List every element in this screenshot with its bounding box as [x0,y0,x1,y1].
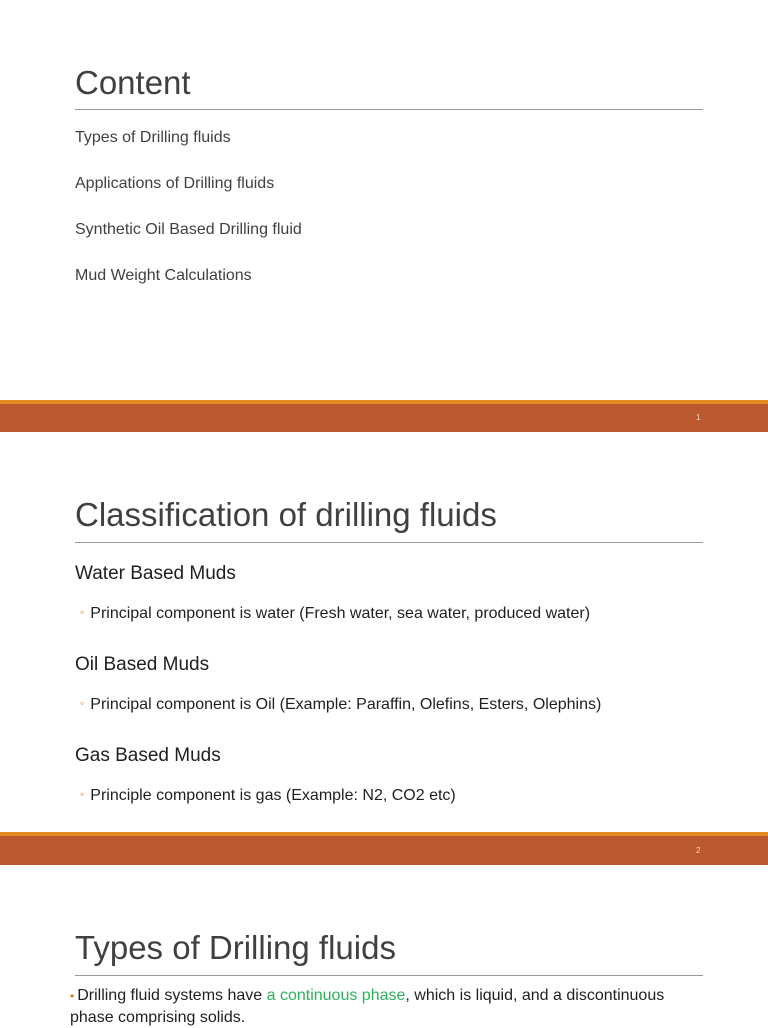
footer-accent-line [0,832,768,836]
title-divider [75,975,703,976]
content-item-types: Types of Drilling fluids [75,129,231,146]
group-detail-gas [80,787,456,805]
sub-bullet-icon: ◦ [80,696,85,710]
group-detail-text: Principle component is gas (Example: N2, CO2 etc) [90,787,456,804]
page-number: 1 [696,413,701,422]
group-detail-text: Principal component is water (Fresh water, sea water, produced water) [90,605,591,622]
bullet-icon: • [70,989,75,1003]
slide-2-footer-band [0,832,768,865]
slide-2 [0,432,768,832]
content-item-applications: Applications of Drilling fluids [75,175,275,192]
sub-bullet-icon: ◦ [80,605,85,619]
bullet-text-before: Drilling fluid systems have [77,987,267,1004]
slide-2-title: Classification of drilling fluids [75,496,497,533]
slide-1-title: Content [75,64,191,101]
group-detail-water [80,605,590,623]
page-number: 2 [696,846,701,855]
content-item-mud-weight: Mud Weight Calculations [75,267,252,284]
bullet-text-after: , which is liquid, and a discontinuous phase comprising solids. [70,987,665,1026]
title-divider [75,542,703,543]
group-heading-gas: Gas Based Muds [75,745,221,766]
slide-3-title: Types of Drilling fluids [75,929,396,966]
slide-3-bullet [70,985,690,1028]
content-item-synthetic: Synthetic Oil Based Drilling fluid [75,221,302,238]
footer-accent-line [0,400,768,404]
sub-bullet-icon: ◦ [80,787,85,801]
bullet-text-highlight: a continuous phase [266,987,406,1004]
group-heading-water: Water Based Muds [75,563,236,584]
slide-1-footer-band [0,400,768,432]
slide-1 [0,0,768,400]
group-detail-oil [80,696,601,714]
group-heading-oil: Oil Based Muds [75,654,210,675]
group-detail-text: Principal component is Oil (Example: Paraffin, Olefins, Esters, Olephins) [90,696,602,713]
title-divider [75,109,703,110]
